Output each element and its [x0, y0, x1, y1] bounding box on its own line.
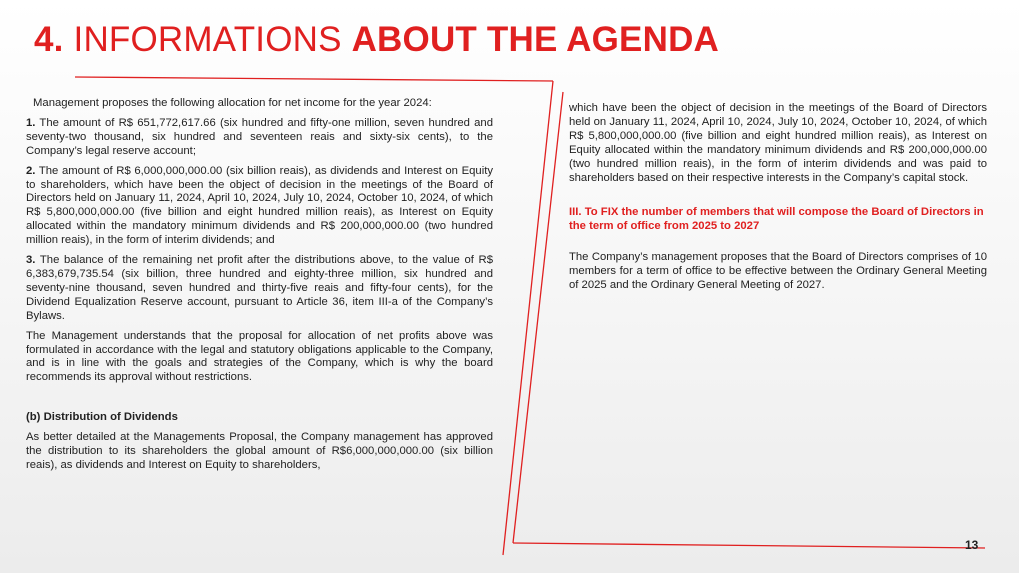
item-2-text: The amount of R$ 6,000,000,000.00 (six billion reais), as dividends and Interest on Equity to shareholders, which have been the object of decision in the meetings of the Board of Directors held on January 11, 2024, April 10, 2024, July 10, 2024, October 10, 2024, of which R$ 5,800,000,000.00 (five billion and eight hundred million reais), as Interest on Equity allocated within the mandatory minimum dividends and R$ 200,000,000.00 (two hundred million reais), in the form of interim dividends; and — [26, 164, 493, 247]
title-number: 4. — [34, 20, 64, 59]
item-3-text: The balance of the remaining net profit after the distributions above, to the value of R$ 6,383,679,735.54 (six billion, three hundred and eighty-three million, six hundred and seventy-nine thousand, seven hundred and thirty-five reais and fifty-four cents), for the Dividend Equalization Reserve account, pursuant to Article 36, item III-a of the Company’s Bylaws. — [26, 254, 493, 322]
item-1-number: 1. — [26, 116, 36, 129]
page-number: 13 — [965, 538, 979, 552]
section-iii-heading: III. To FIX the number of members that will compose the Board of Directors in the term of office from 2025 to 2027 — [569, 206, 984, 233]
top-rule — [75, 77, 553, 81]
allocation-item-2 — [26, 165, 493, 248]
allocation-item-3 — [26, 254, 493, 324]
slide-title — [34, 16, 719, 64]
divider-stroke-1 — [503, 81, 553, 555]
intro-paragraph: Management proposes the following allocation for net income for the year 2024: — [33, 97, 432, 109]
title-regular: INFORMATIONS — [63, 20, 352, 59]
title-bold: ABOUT THE AGENDA — [351, 20, 720, 59]
dividends-subheading: (b) Distribution of Dividends — [26, 411, 178, 424]
item-2-number: 2. — [26, 164, 36, 177]
distribution-paragraph: As better detailed at the Managements Proposal, the Company management has approved the distribution to its shareholders the global amount of R$6,000,000,000.00 (six billion reais), as dividends and Interest on Equity to shareholders, — [26, 431, 493, 471]
divider-stroke-2 — [513, 92, 563, 543]
item-3-number: 3. — [26, 254, 36, 267]
board-proposal-paragraph: The Company’s management proposes that the Board of Directors comprises of 10 members for a term of office to be effective between the Ordinary General Meeting of 2025 and the Ordinary General Meeting of 2027. — [569, 251, 987, 292]
understanding-paragraph: The Management understands that the proposal for allocation of net profits above was formulated in accordance with the legal and statutory obligations applicable to the Company, and is in line with the goals and strategies of the Company, which is why the board recommends its approval without restrictions. — [26, 329, 493, 384]
continuation-paragraph: which have been the object of decision in the meetings of the Board of Directors held on January 11, 2024, April 10, 2024, July 10, 2024, October 10, 2024, of which R$ 5,800,000,000.00 (five billion and eight hundred million reais), as Interest on Equity allocated within the mandatory minimum dividends and R$ 200,000,000.00 (two hundred million reais), in the form of interim dividends and was paid to shareholders based on their respective interests in the Company’s capital stock. — [569, 102, 987, 184]
left-column — [26, 97, 493, 479]
item-1-text: The amount of R$ 651,772,617.66 (six hundred and fifty-one million, seven hundred and seventy-two thousand, six hundred and seventeen reais and sixty-six cents), to the Company’s legal reserve account; — [26, 116, 493, 157]
right-column — [569, 102, 987, 299]
allocation-item-1 — [26, 117, 493, 159]
bottom-rule — [513, 543, 985, 548]
